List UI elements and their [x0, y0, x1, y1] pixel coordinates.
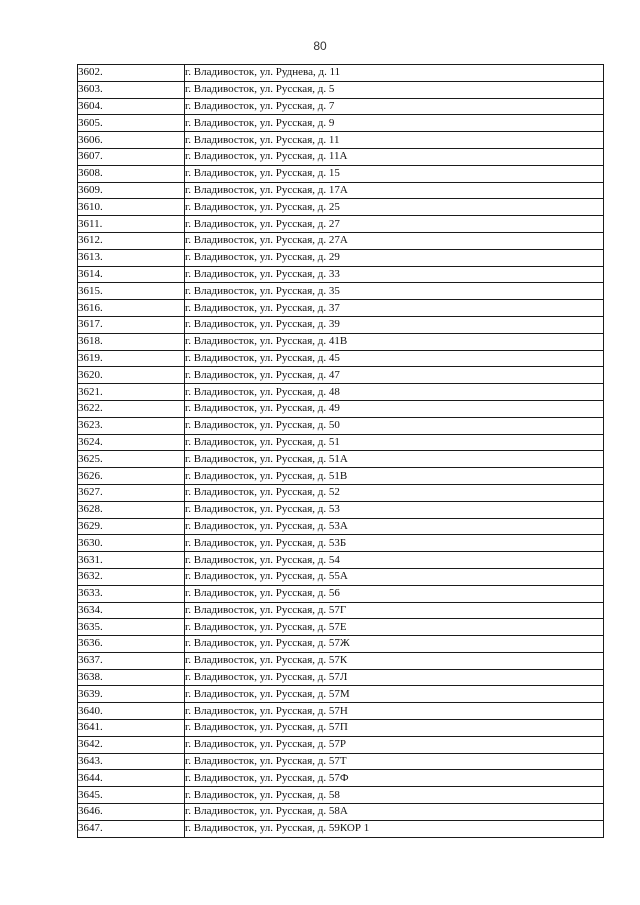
table-row	[78, 300, 604, 317]
row-number: 3631.	[78, 552, 185, 569]
table-row	[78, 619, 604, 636]
row-address: г. Владивосток, ул. Русская, д. 35	[185, 283, 604, 300]
row-address: г. Владивосток, ул. Русская, д. 47	[185, 367, 604, 384]
row-number: 3632.	[78, 568, 185, 585]
row-number: 3620.	[78, 367, 185, 384]
row-number: 3604.	[78, 98, 185, 115]
row-number: 3633.	[78, 585, 185, 602]
row-address: г. Владивосток, ул. Русская, д. 48	[185, 384, 604, 401]
row-address: г. Владивосток, ул. Русская, д. 27	[185, 216, 604, 233]
row-address: г. Владивосток, ул. Русская, д. 52	[185, 484, 604, 501]
table-row	[78, 720, 604, 737]
table-row	[78, 703, 604, 720]
row-number: 3638.	[78, 669, 185, 686]
row-address: г. Владивосток, ул. Русская, д. 57Р	[185, 736, 604, 753]
row-address: г. Владивосток, ул. Русская, д. 9	[185, 115, 604, 132]
row-address: г. Владивосток, ул. Русская, д. 57Т	[185, 753, 604, 770]
row-number: 3628.	[78, 501, 185, 518]
row-address: г. Владивосток, ул. Русская, д. 58А	[185, 804, 604, 821]
table-row	[78, 501, 604, 518]
table-row	[78, 434, 604, 451]
table-row	[78, 165, 604, 182]
table-row	[78, 81, 604, 98]
row-number: 3645.	[78, 787, 185, 804]
row-address: г. Владивосток, ул. Русская, д. 57Ф	[185, 770, 604, 787]
row-number: 3634.	[78, 602, 185, 619]
row-number: 3619.	[78, 350, 185, 367]
row-address: г. Владивосток, ул. Русская, д. 39	[185, 316, 604, 333]
table-row	[78, 182, 604, 199]
table-row	[78, 400, 604, 417]
row-number: 3646.	[78, 804, 185, 821]
table-row	[78, 216, 604, 233]
row-number: 3606.	[78, 132, 185, 149]
row-address: г. Владивосток, ул. Русская, д. 57Г	[185, 602, 604, 619]
table-row	[78, 518, 604, 535]
row-number: 3627.	[78, 484, 185, 501]
row-number: 3626.	[78, 468, 185, 485]
page-number: 80	[313, 39, 327, 53]
address-table-body	[78, 65, 604, 838]
table-row	[78, 249, 604, 266]
row-number: 3608.	[78, 165, 185, 182]
row-address: г. Владивосток, ул. Руднева, д. 11	[185, 65, 604, 82]
row-address: г. Владивосток, ул. Русская, д. 7	[185, 98, 604, 115]
row-number: 3617.	[78, 316, 185, 333]
row-number: 3603.	[78, 81, 185, 98]
row-address: г. Владивосток, ул. Русская, д. 58	[185, 787, 604, 804]
table-row	[78, 787, 604, 804]
row-number: 3622.	[78, 400, 185, 417]
row-address: г. Владивосток, ул. Русская, д. 51В	[185, 468, 604, 485]
table-row	[78, 384, 604, 401]
row-number: 3637.	[78, 652, 185, 669]
table-row	[78, 552, 604, 569]
row-address: г. Владивосток, ул. Русская, д. 17А	[185, 182, 604, 199]
row-address: г. Владивосток, ул. Русская, д. 57М	[185, 686, 604, 703]
row-number: 3614.	[78, 266, 185, 283]
row-address: г. Владивосток, ул. Русская, д. 49	[185, 400, 604, 417]
row-number: 3605.	[78, 115, 185, 132]
row-address: г. Владивосток, ул. Русская, д. 57Ж	[185, 636, 604, 653]
table-row	[78, 736, 604, 753]
row-number: 3636.	[78, 636, 185, 653]
table-row	[78, 316, 604, 333]
row-number: 3643.	[78, 753, 185, 770]
row-number: 3624.	[78, 434, 185, 451]
row-address: г. Владивосток, ул. Русская, д. 59КОР 1	[185, 820, 604, 837]
row-number: 3623.	[78, 417, 185, 434]
table-row	[78, 484, 604, 501]
table-row	[78, 333, 604, 350]
row-address: г. Владивосток, ул. Русская, д. 15	[185, 165, 604, 182]
row-address: г. Владивосток, ул. Русская, д. 11А	[185, 148, 604, 165]
row-address: г. Владивосток, ул. Русская, д. 57Н	[185, 703, 604, 720]
row-address: г. Владивосток, ул. Русская, д. 51	[185, 434, 604, 451]
row-address: г. Владивосток, ул. Русская, д. 50	[185, 417, 604, 434]
table-row	[78, 602, 604, 619]
row-number: 3611.	[78, 216, 185, 233]
row-number: 3625.	[78, 451, 185, 468]
row-address: г. Владивосток, ул. Русская, д. 53	[185, 501, 604, 518]
row-number: 3621.	[78, 384, 185, 401]
table-row	[78, 132, 604, 149]
table-row	[78, 669, 604, 686]
row-address: г. Владивосток, ул. Русская, д. 57Л	[185, 669, 604, 686]
table-row	[78, 115, 604, 132]
row-number: 3607.	[78, 148, 185, 165]
row-number: 3612.	[78, 232, 185, 249]
table-row	[78, 367, 604, 384]
table-row	[78, 636, 604, 653]
table-row	[78, 417, 604, 434]
table-row	[78, 232, 604, 249]
row-number: 3629.	[78, 518, 185, 535]
row-number: 3616.	[78, 300, 185, 317]
table-row	[78, 148, 604, 165]
table-row	[78, 350, 604, 367]
table-row	[78, 770, 604, 787]
row-address: г. Владивосток, ул. Русская, д. 55А	[185, 568, 604, 585]
table-row	[78, 266, 604, 283]
row-number: 3630.	[78, 535, 185, 552]
row-address: г. Владивосток, ул. Русская, д. 57П	[185, 720, 604, 737]
row-number: 3602.	[78, 65, 185, 82]
row-address: г. Владивосток, ул. Русская, д. 25	[185, 199, 604, 216]
row-address: г. Владивосток, ул. Русская, д. 45	[185, 350, 604, 367]
row-number: 3644.	[78, 770, 185, 787]
row-address: г. Владивосток, ул. Русская, д. 11	[185, 132, 604, 149]
table-row	[78, 585, 604, 602]
address-table	[77, 64, 604, 838]
row-address: г. Владивосток, ул. Русская, д. 54	[185, 552, 604, 569]
row-address: г. Владивосток, ул. Русская, д. 27А	[185, 232, 604, 249]
table-row	[78, 686, 604, 703]
table-row	[78, 65, 604, 82]
row-number: 3639.	[78, 686, 185, 703]
table-row	[78, 753, 604, 770]
row-number: 3615.	[78, 283, 185, 300]
table-row	[78, 451, 604, 468]
row-address: г. Владивосток, ул. Русская, д. 5	[185, 81, 604, 98]
row-address: г. Владивосток, ул. Русская, д. 57К	[185, 652, 604, 669]
row-number: 3618.	[78, 333, 185, 350]
row-address: г. Владивосток, ул. Русская, д. 56	[185, 585, 604, 602]
table-row	[78, 652, 604, 669]
row-address: г. Владивосток, ул. Русская, д. 41В	[185, 333, 604, 350]
row-number: 3609.	[78, 182, 185, 199]
row-number: 3647.	[78, 820, 185, 837]
row-address: г. Владивосток, ул. Русская, д. 57Е	[185, 619, 604, 636]
table-row	[78, 568, 604, 585]
row-address: г. Владивосток, ул. Русская, д. 33	[185, 266, 604, 283]
row-number: 3610.	[78, 199, 185, 216]
table-row	[78, 468, 604, 485]
table-row	[78, 820, 604, 837]
row-number: 3641.	[78, 720, 185, 737]
row-address: г. Владивосток, ул. Русская, д. 53Б	[185, 535, 604, 552]
row-address: г. Владивосток, ул. Русская, д. 37	[185, 300, 604, 317]
table-row	[78, 98, 604, 115]
row-number: 3642.	[78, 736, 185, 753]
table-row	[78, 804, 604, 821]
row-address: г. Владивосток, ул. Русская, д. 51А	[185, 451, 604, 468]
row-address: г. Владивосток, ул. Русская, д. 29	[185, 249, 604, 266]
table-row	[78, 283, 604, 300]
row-number: 3640.	[78, 703, 185, 720]
table-row	[78, 535, 604, 552]
row-address: г. Владивосток, ул. Русская, д. 53А	[185, 518, 604, 535]
row-number: 3635.	[78, 619, 185, 636]
row-number: 3613.	[78, 249, 185, 266]
table-row	[78, 199, 604, 216]
